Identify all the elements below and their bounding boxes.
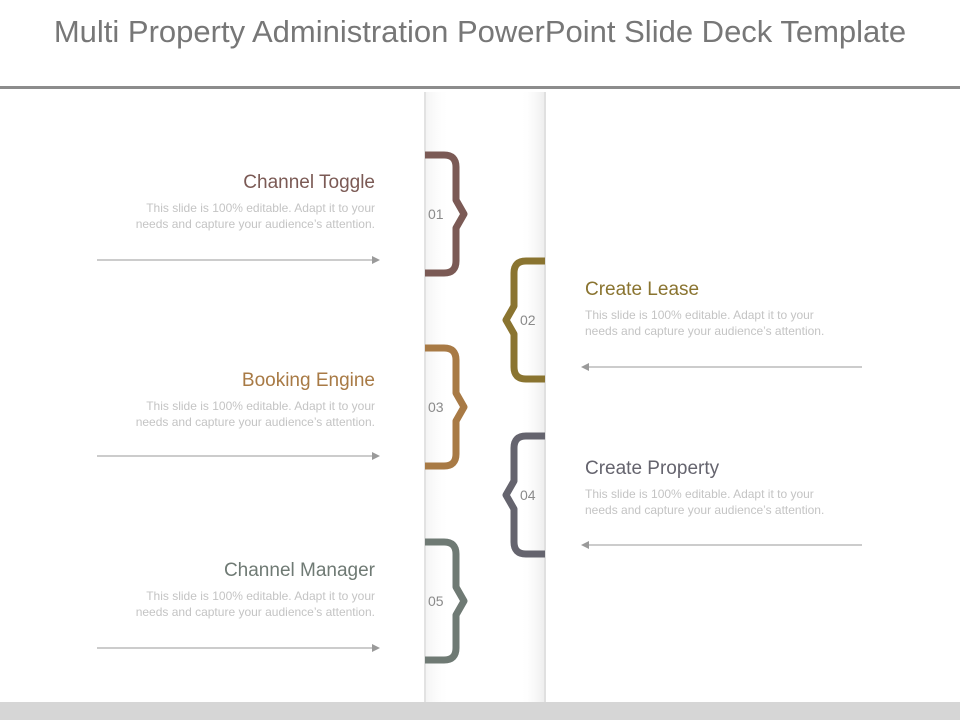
step-05-arrow — [97, 644, 380, 652]
step-number: 04 — [520, 487, 536, 503]
step-number: 03 — [428, 399, 444, 415]
step-number: 05 — [428, 593, 444, 609]
step-title: Create Property — [585, 458, 720, 479]
timeline-left-shade — [424, 92, 450, 702]
slide-title: Multi Property Administration PowerPoint Slide Deck Template — [53, 14, 907, 49]
step-02-arrow — [581, 363, 862, 371]
step-description: This slide is 100% editable. Adapt it to your needs and capture your audience’s attention. — [585, 487, 825, 517]
step-03-arrow — [97, 452, 380, 460]
timeline-right-shade — [520, 92, 546, 702]
step-description: This slide is 100% editable. Adapt it to your needs and capture your audience’s attention. — [135, 589, 375, 619]
step-number: 01 — [428, 206, 444, 222]
step-description: This slide is 100% editable. Adapt it to your needs and capture your audience’s attention. — [135, 201, 375, 231]
step-01-arrow — [97, 256, 380, 264]
step-title: Channel Manager — [223, 560, 375, 581]
step-04-arrow — [581, 541, 862, 549]
step-title: Create Lease — [585, 279, 700, 300]
step-title: Booking Engine — [241, 370, 375, 391]
step-title: Channel Toggle — [243, 172, 375, 193]
step-description: This slide is 100% editable. Adapt it to your needs and capture your audience’s attention. — [585, 308, 825, 338]
step-description: This slide is 100% editable. Adapt it to your needs and capture your audience’s attention. — [135, 399, 375, 429]
footer-band — [0, 702, 960, 720]
step-number: 02 — [520, 312, 536, 328]
